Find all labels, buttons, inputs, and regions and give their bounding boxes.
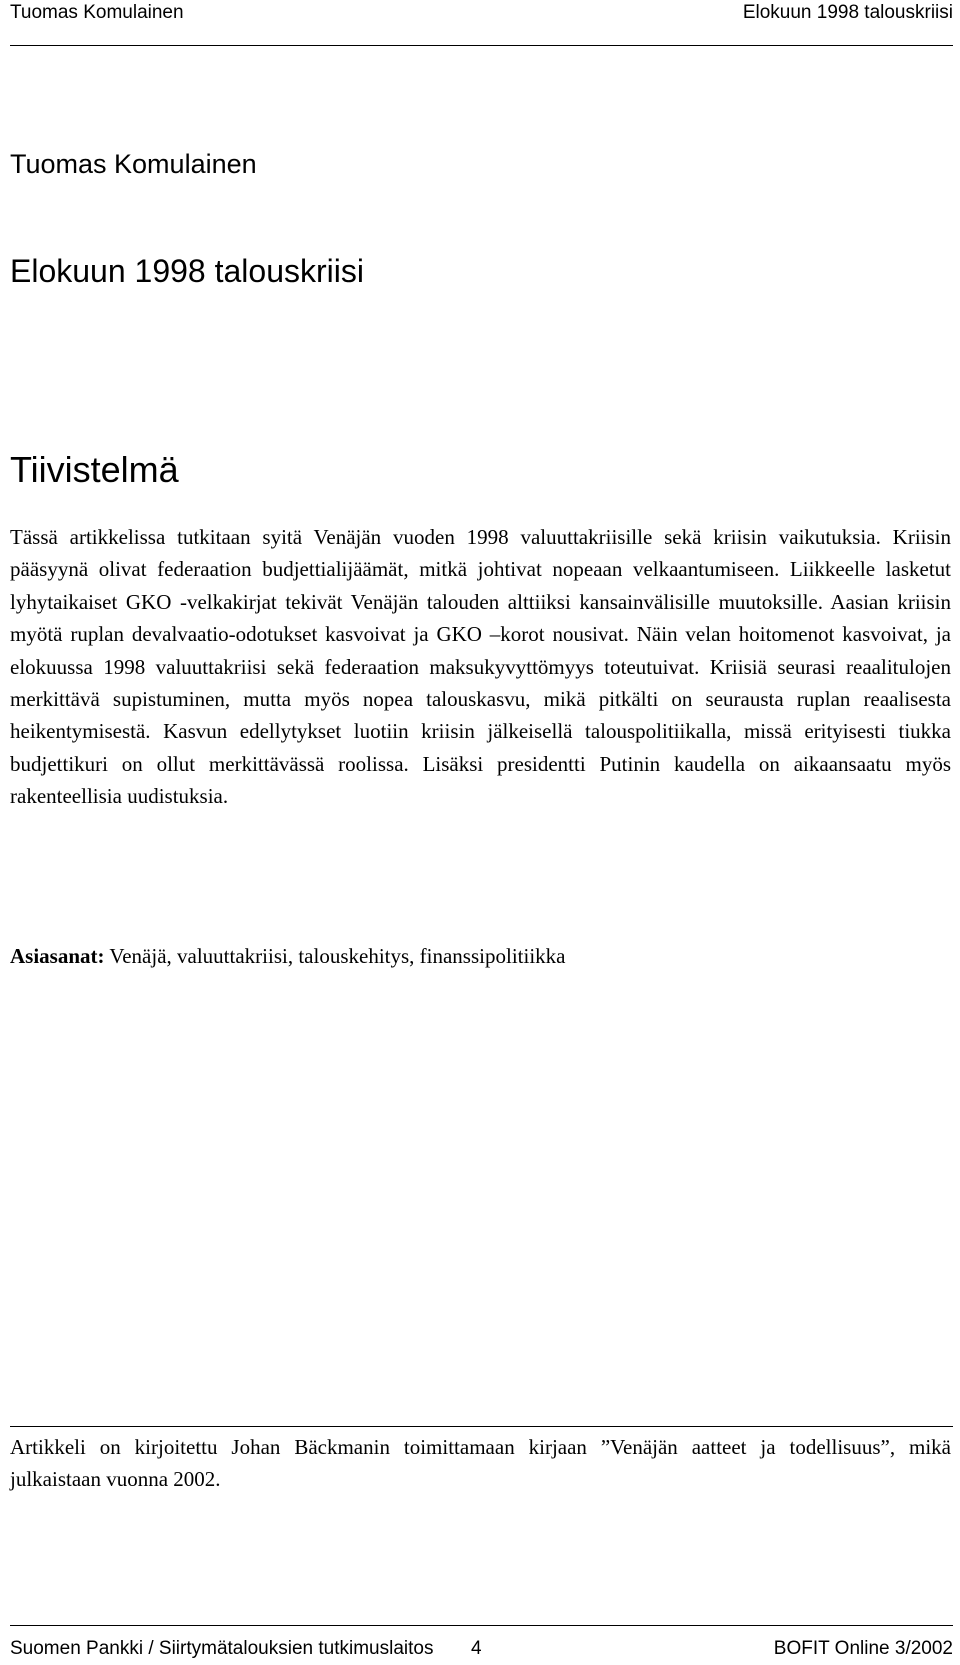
footer-series: BOFIT Online 3/2002 — [773, 1638, 953, 1659]
header-author: Tuomas Komulainen — [10, 2, 184, 23]
header-title: Elokuun 1998 talouskriisi — [742, 2, 953, 23]
footnote-text: Artikkeli on kirjoitettu Johan Bäckmanin toimittamaan kirjaan ”Venäjän aatteet ja todellisuus”, mikä julkaistaan vuonna 2002. — [10, 1435, 951, 1491]
abstract-text: Tässä artikkelissa tutkitaan syitä Venäjän vuoden 1998 valuuttakriisille sekä kriisin vaikutuksia. Kriisin pääsyynä olivat federaation budjettialijäämät, mitkä johtivat nopeaan velkaantumiseen. Liikkeelle lasketut lyhytaikaiset GKO -velkakirjat tekivät Venäjän talouden alttiiksi kansainvälisille muutoksille. Aasian kriisin myötä ruplan devalvaatio-odotukset kasvoivat ja GKO –korot nousivat. Näin velan hoitomenot kasvoivat, ja elokuussa 1998 valuuttakriisi sekä federaation maksukyvyttömyys toteutuivat. Kriisiä seurasi reaalitulojen merkittävä supistuminen, mutta myös nopea talouskasvu, mikä pitkälti on seurausta ruplan reaalisesta heikentymisestä. Kasvun edellytykset luotiin kriisin jälkeisellä talouspolitiikalla, missä erityisesti tiukka budjettikuri on ollut merkittävässä roolissa. Lisäksi presidentti Putinin kaudella on aikaansaatu myös rakenteellisia uudistuksia. — [10, 525, 951, 809]
keywords-list: Venäjä, valuuttakriisi, talouskehitys, finanssipolitiikka — [109, 944, 566, 968]
section-heading-abstract: Tiivistelmä — [10, 449, 179, 490]
article-author: Tuomas Komulainen — [10, 149, 257, 179]
footer-publisher: Suomen Pankki / Siirtymätalouksien tutkimuslaitos — [10, 1638, 434, 1659]
running-header — [10, 0, 953, 46]
footnote-divider — [10, 1426, 953, 1427]
running-footer — [10, 1625, 953, 1665]
keywords-label: Asiasanat: — [10, 944, 105, 968]
article-title: Elokuun 1998 talouskriisi — [10, 253, 364, 289]
footer-page-number: 4 — [471, 1638, 482, 1659]
keywords — [10, 940, 565, 972]
